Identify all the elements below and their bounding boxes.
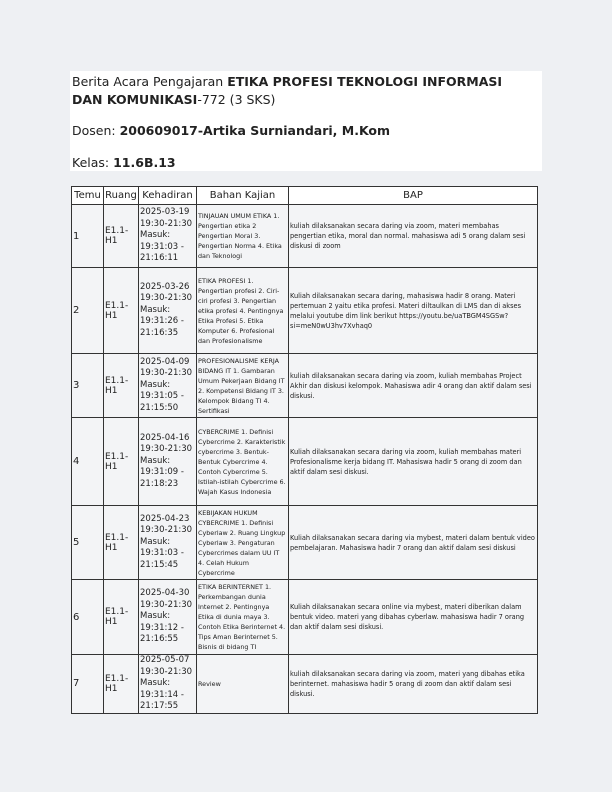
cell-temu: 7 <box>72 655 104 714</box>
cell-bahan-kajian: PROFESIONALISME KERJA BIDANG IT 1. Gambaran Umum Pekerjaan Bidang IT 2. Kompetensi Bidang IT 3. Kelompok Bidang TI 4. Sertifikasi <box>197 354 289 418</box>
cell-ruang: E1.1-H1 <box>104 506 139 580</box>
column-header-temu: Temu <box>72 187 104 205</box>
cell-bap: kuliah dilaksanakan secara daring via zoom, materi membahas pengertian etika, moral dan normal. mahasiswa adi 5 orang dalam sesi diskusi di zoom <box>289 205 538 268</box>
cell-bahan-kajian: TINJAUAN UMUM ETIKA 1. Pengertian etika 2 Pengertian Moral 3. Pengertian Norma 4. Etika dan Teknologi <box>197 205 289 268</box>
cell-kehadiran: 2025-03-19 19:30-21:30 Masuk: 19:31:03 - 21:16:11 <box>139 205 197 268</box>
cell-ruang: E1.1-H1 <box>104 354 139 418</box>
cell-temu: 2 <box>72 268 104 354</box>
cell-bahan-kajian: CYBERCRIME 1. Definisi Cybercrime 2. Karakteristik cybercrime 3. Bentuk-Bentuk Cybercrime 4. Contoh Cybercrime 5. Istilah-istilah Cybercrime 6. Wajah Kasus Indonesia <box>197 418 289 506</box>
cell-temu: 3 <box>72 354 104 418</box>
cell-bap: Kuliah dilaksanakan secara daring via zoom, kuliah membahas materi Profesionalisme kerja bidang IT. Mahasiswa hadir 5 orang di zoom dan aktif dalam sesi diskusi. <box>289 418 538 506</box>
column-header-bahan-kajian: Bahan Kajian <box>197 187 289 205</box>
table-row <box>72 418 538 506</box>
cell-bap: kuliah dilaksanakan secara daring via zoom, kuliah membahas Project Akhir dan diskusi kelompok. Mahasiswa adir 4 orang dan aktif dalam sesi diskusi. <box>289 354 538 418</box>
title-prefix: Berita Acara Pengajaran <box>72 74 228 89</box>
cell-temu: 6 <box>72 580 104 655</box>
cell-temu: 4 <box>72 418 104 506</box>
class-value: 11.6B.13 <box>113 155 176 170</box>
cell-kehadiran: 2025-04-09 19:30-21:30 Masuk: 19:31:05 - 21:15:50 <box>139 354 197 418</box>
cell-ruang: E1.1-H1 <box>104 580 139 655</box>
column-header-kehadiran: Kehadiran <box>139 187 197 205</box>
table-row <box>72 580 538 655</box>
cell-temu: 1 <box>72 205 104 268</box>
cell-temu: 5 <box>72 506 104 580</box>
cell-bahan-kajian: KEBIJAKAN HUKUM CYBERCRIME 1. Definisi Cyberlaw 2. Ruang Lingkup Cyberlaw 3. Pengaturan Cybercrimes dalam UU IT 4. Celah Hukum Cybercrime <box>197 506 289 580</box>
cell-kehadiran: 2025-05-07 19:30-21:30 Masuk: 19:31:14 - 21:17:55 <box>139 655 197 714</box>
bap-table <box>71 186 538 714</box>
cell-kehadiran: 2025-03-26 19:30-21:30 Masuk: 19:31:26 - 21:16:35 <box>139 268 197 354</box>
document-title <box>72 73 512 109</box>
lecturer-line <box>72 123 390 138</box>
cell-bap: Kuliah dilaksanakan secara daring, mahasiswa hadir 8 orang. Materi pertemuan 2 yaitu etika profesi. Materi diltaulkan di LMS dan di akses melalui youtube dim link berikut https://youtu.be/uaTBGM4SGSw?si=meN0wU3hv7Xvhaq0 <box>289 268 538 354</box>
cell-bahan-kajian: ETIKA PROFESI 1. Pengertian profesi 2. Ciri-ciri profesi 3. Pengertian etika profesi 4. Pentingnya Etika Profesi 5. Etika Komputer 6. Profesional dan Profesionalisme <box>197 268 289 354</box>
cell-kehadiran: 2025-04-16 19:30-21:30 Masuk: 19:31:09 - 21:18:23 <box>139 418 197 506</box>
column-header-ruang: Ruang <box>104 187 139 205</box>
course-code: -772 (3 SKS) <box>197 92 276 107</box>
table-header-row <box>72 187 538 205</box>
cell-ruang: E1.1-H1 <box>104 205 139 268</box>
course-name: ETIKA PROFESI TEKNOLOGI INFORMASI DAN KOMUNIKASI <box>72 74 503 107</box>
cell-bap: kuliah dilaksanakan secara daring via zoom, materi yang dibahas etika berinternet. mahasiswa hadir 5 orang di zoom dan aktif dalam sesi diskusi. <box>289 655 538 714</box>
table-row <box>72 268 538 354</box>
table-row <box>72 205 538 268</box>
cell-ruang: E1.1-H1 <box>104 655 139 714</box>
cell-bap: Kuliah dilaksanakan secara daring via mybest, materi dalam bentuk video pembelajaran. Mahasiswa hadir 7 orang dan aktif dalam sesi diskusi <box>289 506 538 580</box>
lecturer-value: 200609017-Artika Surniandari, M.Kom <box>119 123 391 138</box>
lecturer-label: Dosen: <box>72 123 120 138</box>
cell-ruang: E1.1-H1 <box>104 418 139 506</box>
cell-kehadiran: 2025-04-30 19:30-21:30 Masuk: 19:31:12 - 21:16:55 <box>139 580 197 655</box>
cell-kehadiran: 2025-04-23 19:30-21:30 Masuk: 19:31:03 - 21:15:45 <box>139 506 197 580</box>
table-row <box>72 506 538 580</box>
cell-bahan-kajian: Review <box>197 655 289 714</box>
cell-bap: Kuliah dilaksanakan secara online via mybest, materi diberikan dalam bentuk video. materi yang dibahas cyberlaw. mahasiswa hadir 7 orang dan aktif dalam sesi diskusi. <box>289 580 538 655</box>
cell-ruang: E1.1-H1 <box>104 268 139 354</box>
cell-bahan-kajian: ETIKA BERINTERNET 1. Perkembangan dunia Internet 2. Pentingnya Etika di dunia maya 3. Contoh Etika Berinternet 4. Tips Aman Berinternet 5. Bisnis di bidang TI <box>197 580 289 655</box>
class-line <box>72 155 176 170</box>
column-header-bap: BAP <box>289 187 538 205</box>
table-row <box>72 354 538 418</box>
table-row <box>72 655 538 714</box>
class-label: Kelas: <box>72 155 114 170</box>
